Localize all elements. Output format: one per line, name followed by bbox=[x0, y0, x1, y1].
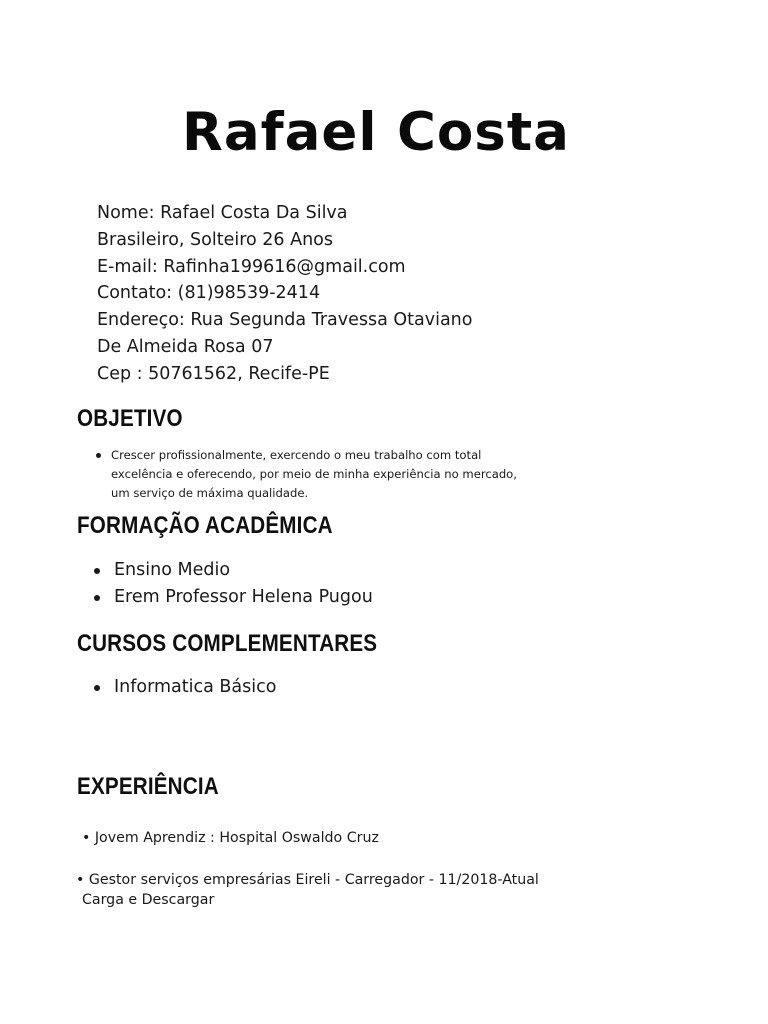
bullet-icon bbox=[94, 685, 100, 691]
experiencia-item-1: • Jovem Aprendiz : Hospital Oswaldo Cruz bbox=[82, 830, 379, 846]
formacao-item-text: Erem Professor Helena Pugou bbox=[114, 587, 373, 607]
list-item bbox=[94, 674, 276, 701]
info-email: E-mail: Rafinha199616@gmail.com bbox=[97, 256, 406, 277]
personal-info-list bbox=[97, 200, 472, 388]
info-postal-code-city: Cep : 50761562, Recife-PE bbox=[97, 363, 330, 384]
info-full-name: Nome: Rafael Costa Da Silva bbox=[97, 203, 348, 223]
cursos-item-text: Informatica Básico bbox=[114, 677, 277, 697]
section-title-experiencia: EXPERIÊNCIA bbox=[77, 773, 219, 800]
list-item bbox=[94, 584, 373, 611]
section-title-cursos: CURSOS COMPLEMENTARES bbox=[77, 630, 378, 657]
info-phone: Contato: (81)98539-2414 bbox=[97, 283, 321, 304]
experiencia-item-2-detail: Carga e Descargar bbox=[82, 892, 215, 908]
objetivo-list bbox=[95, 446, 525, 502]
info-address-line-2: De Almeida Rosa 07 bbox=[97, 336, 274, 357]
formacao-list bbox=[94, 557, 373, 611]
formacao-item-text: Ensino Medio bbox=[114, 560, 231, 580]
cursos-list bbox=[94, 674, 276, 701]
bullet-icon bbox=[94, 568, 100, 574]
info-address-line-1: Endereço: Rua Segunda Travessa Otaviano bbox=[97, 310, 473, 331]
bullet-icon bbox=[96, 453, 101, 458]
list-item bbox=[95, 446, 525, 502]
objetivo-text: Crescer profissionalmente, exercendo o meu trabalho com total excelência e oferecendo, por meio de minha experiência no mercado, um serviço de máxima qualidade. bbox=[111, 448, 517, 500]
candidate-name: Rafael Costa bbox=[182, 102, 570, 163]
info-nationality-status-age: Brasileiro, Solteiro 26 Anos bbox=[97, 229, 334, 250]
section-title-formacao: FORMAÇÃO ACADÊMICA bbox=[77, 512, 333, 539]
section-title-objetivo: OBJETIVO bbox=[77, 405, 183, 432]
bullet-icon bbox=[94, 595, 100, 601]
experiencia-item-2: • Gestor serviços empresárias Eireli - Carregador - 11/2018-Atual bbox=[76, 872, 539, 888]
list-item bbox=[94, 557, 373, 584]
